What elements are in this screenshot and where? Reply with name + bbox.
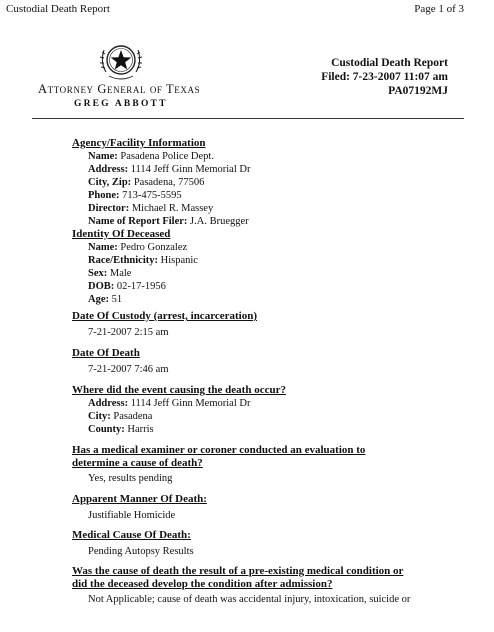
section-title: Apparent Manner Of Death: — [72, 493, 207, 505]
death-date-section — [72, 347, 432, 376]
section-title: did the deceased develop the condition after admission? — [72, 577, 333, 590]
examiner-answer: Yes, results pending — [88, 473, 173, 484]
report-filed-date: Filed: 7-23-2007 11:07 am — [321, 71, 448, 83]
event-location-section — [72, 384, 432, 436]
section-title: Identity Of Deceased — [72, 228, 171, 240]
field-row: Name of Report Filer: J.A. Bruegger — [88, 215, 249, 227]
manner-section — [72, 493, 432, 522]
agency-section — [72, 137, 432, 228]
field-row: DOB: 02-17-1956 — [88, 280, 166, 292]
field-row: Address: 1114 Jeff Ginn Memorial Dr — [88, 163, 251, 175]
preexisting-section — [72, 565, 472, 606]
field-row: Director: Michael R. Massey — [88, 202, 214, 214]
field-row: City: Pasadena — [88, 410, 153, 422]
field-row: Race/Ethnicity: Hispanic — [88, 254, 198, 266]
field-row: Address: 1114 Jeff Ginn Memorial Dr — [88, 397, 251, 409]
examiner-section — [72, 444, 472, 485]
field-row: Name: Pasadena Police Dept. — [88, 150, 214, 162]
deceased-section — [72, 228, 432, 306]
cause-section — [72, 529, 432, 558]
section-title: determine a cause of death? — [72, 456, 203, 469]
section-title: Was the cause of death the result of a pre-existing medical condition or — [72, 565, 404, 577]
attorney-general-name: GREG ABBOTT — [74, 99, 168, 109]
page-number: Page 1 of 3 — [414, 3, 464, 15]
section-title: Date Of Death — [72, 347, 140, 359]
agency-name: Attorney General of Texas — [38, 82, 201, 96]
report-header — [321, 56, 448, 98]
header-divider — [32, 118, 464, 119]
section-title: Date Of Custody (arrest, incarceration) — [72, 310, 258, 322]
death-date: 7-21-2007 7:46 am — [88, 363, 169, 375]
report-title: Custodial Death Report — [331, 57, 448, 69]
cause-value: Pending Autopsy Results — [88, 545, 194, 557]
custody-section — [72, 310, 432, 339]
field-row: City, Zip: Pasadena, 77506 — [88, 176, 205, 188]
preexisting-answer: Not Applicable; cause of death was accidental injury, intoxication, suicide or — [88, 594, 411, 605]
section-title: Where did the event causing the death occur? — [72, 384, 286, 396]
field-row: Name: Pedro Gonzalez — [88, 241, 188, 253]
custody-date: 7-21-2007 2:15 am — [88, 326, 169, 338]
section-title: Has a medical examiner or coroner conducted an evaluation to — [72, 444, 366, 456]
report-id: PA07192MJ — [388, 85, 448, 97]
texas-star-seal-icon — [96, 38, 146, 84]
field-row: Phone: 713-475-5595 — [88, 189, 182, 201]
section-title: Agency/Facility Information — [72, 137, 206, 149]
field-row: Age: 51 — [88, 293, 123, 305]
manner-value: Justifiable Homicide — [88, 509, 176, 521]
field-row: Sex: Male — [88, 267, 132, 279]
section-title: Medical Cause Of Death: — [72, 529, 191, 541]
page-header-title: Custodial Death Report — [6, 3, 110, 15]
field-row: County: Harris — [88, 423, 154, 435]
